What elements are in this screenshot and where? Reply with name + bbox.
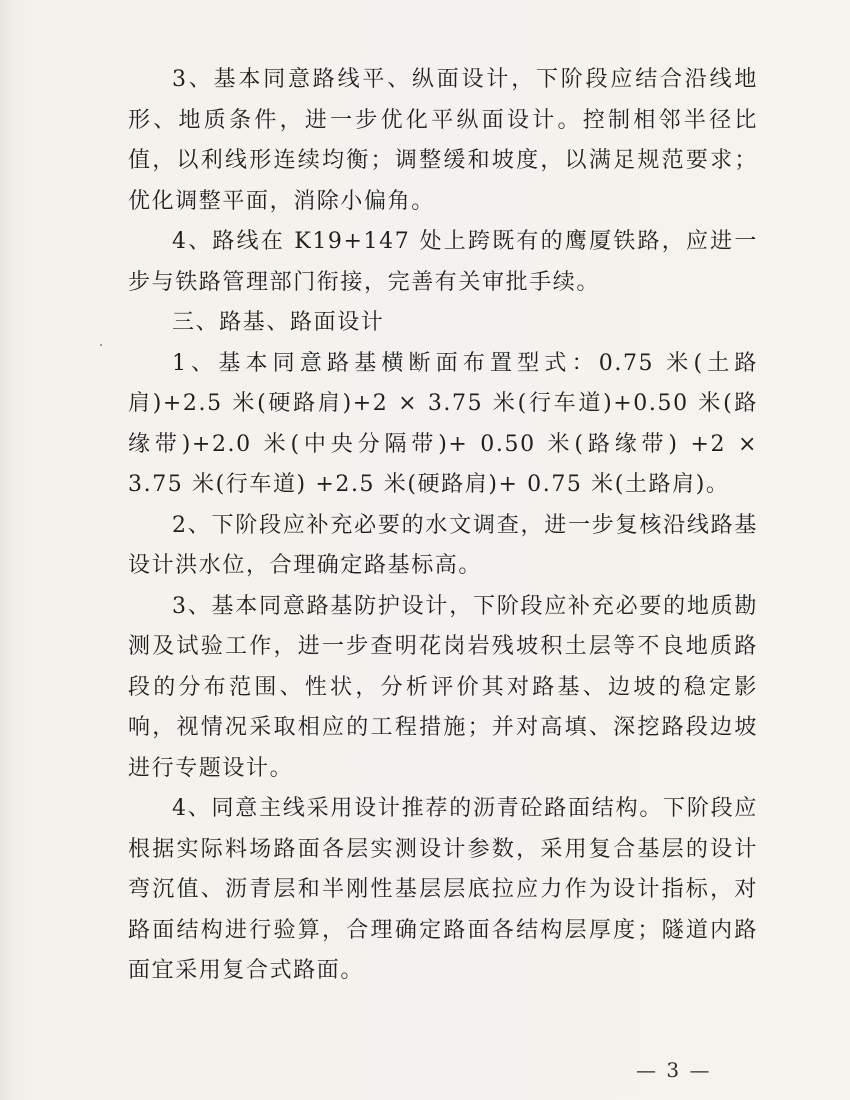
scan-mark [100, 344, 102, 346]
paragraph-hydrology: 2、下阶段应补充必要的水文调查，进一步复核沿线路基设计洪水位，合理确定路基标高。 [128, 512, 758, 578]
section-heading-subgrade-pavement: 三、路基、路面设计 [172, 310, 385, 335]
paragraph-route-design: 3、基本同意路线平、纵面设计，下阶段应结合沿线地形、地质条件，进一步优化平纵面设计。控制相邻半径比值，以利线形连续均衡；调整缓和坡度，以满足规范要求；优化调整平面，消除小偏角。 [128, 67, 758, 214]
paragraph-subgrade-protection: 3、基本同意路基防护设计，下阶段应补充必要的地质勘测及试验工作，进一步查明花岗岩残坡积土层等不良地质路段的分布范围、性状，分析评价其对路基、边坡的稳定影响，视情况采取相应的工程措施；并对高填、深挖路段边坡进行专题设计。 [128, 593, 758, 781]
document-body [128, 60, 758, 992]
page-number: — 3 — [636, 1058, 712, 1082]
paragraph-railway-crossing: 4、路线在 K19+147 处上跨既有的鹰厦铁路，应进一步与铁路管理部门衔接，完善有关审批手续。 [128, 229, 758, 295]
paragraph-cross-section: 1、基本同意路基横断面布置型式：0.75 米(土路肩)+2.5 米(硬路肩)+2 × 3.75 米(行车道)+0.50 米(路缘带)+2.0 米(中央分隔带)+ 0.50 米(路缘带) +2 × 3.75 米(行车道) +2.5 米(硬路肩)+ 0.75 米(土路肩)。 [128, 350, 758, 497]
paragraph-pavement-structure: 4、同意主线采用设计推荐的沥青砼路面结构。下阶段应根据实际料场路面各层实测设计参数，采用复合基层的设计弯沉值、沥青层和半刚性基层层底拉应力作为设计指标，对路面结构进行验算，合理确定路面各结构层厚度；隧道内路面宜采用复合式路面。 [128, 796, 758, 983]
